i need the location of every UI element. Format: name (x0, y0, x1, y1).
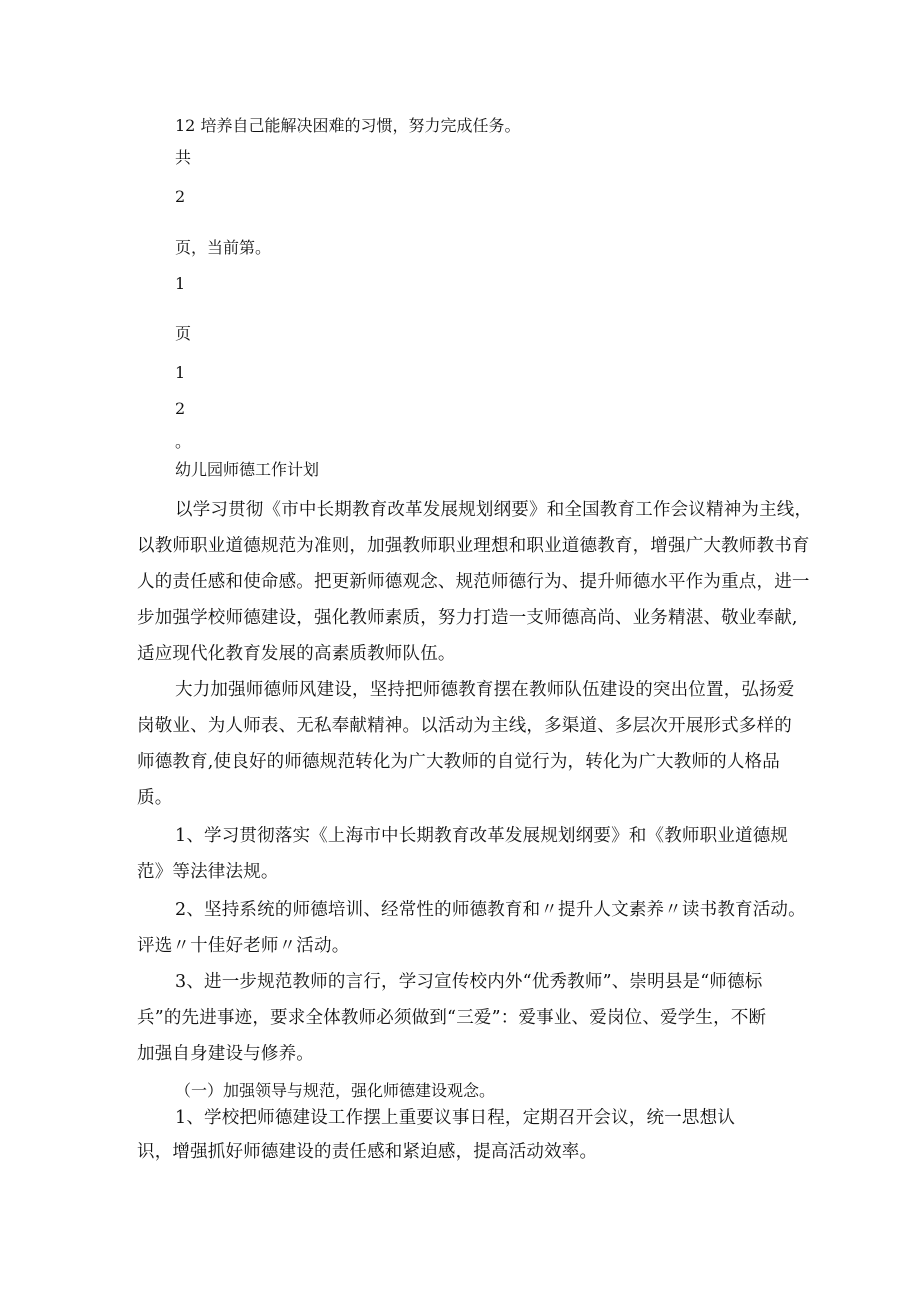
paragraph-line: 大力加强师德师风建设，坚持把师德教育摆在教师队伍建设的突出位置，弘扬爱 (175, 680, 795, 700)
section-heading: （一）加强领导与规范，强化师德建设观念。 (175, 1081, 496, 1100)
paragraph-line: 步加强学校师德建设，强化教师素质，努力打造一支师德高尚、业务精湛、敬业奉献, (137, 608, 798, 628)
current-page: 1 (175, 274, 186, 293)
paragraph-line: 人的责任感和使命感。把更新师德观念、规范师德行为、提升师德水平作为重点，进一 (137, 572, 810, 592)
paragraph-line: 质。 (137, 788, 173, 808)
list-item-line: 2、坚持系统的师德培训、经常性的师德教育和〃提升人文素养〃读书教育活动。 (175, 900, 806, 920)
list-item-line: 1、学校把师德建设工作摆上重要议事日程，定期召开会议，统一思想认 (175, 1108, 736, 1128)
paragraph-line: 以学习贯彻《市中长期教育改革发展规划纲要》和全国教育工作会议精神为主线， (175, 500, 813, 520)
paragraph-line: 岗敬业、为人师表、无私奉献精神。以活动为主线，多渠道、多层次开展形式多样的 (137, 716, 792, 736)
paragraph-line: 适应现代化教育发展的高素质教师队伍。 (137, 644, 456, 664)
list-item-line: 识，增强抓好师德建设的责任感和紧迫感，提高活动效率。 (137, 1142, 598, 1162)
list-item-line: 评选〃十佳好老师〃活动。 (137, 936, 350, 956)
page-link-1[interactable]: 1 (175, 363, 186, 382)
list-item-line: 兵”的先进事迹，要求全体教师必须做到“三爱”：爱事业、爱岗位、爱学生，不断 (137, 1008, 767, 1028)
page-link-2[interactable]: 2 (175, 399, 186, 418)
document-title: 幼儿园师德工作计划 (175, 460, 320, 479)
list-item-line: 3、进一步规范教师的言行，学习宣传校内外“优秀教师”、崇明县是“师德标 (175, 972, 763, 992)
paragraph-line: 师德教育,使良好的师德规范转化为广大教师的自觉行为，转化为广大教师的人格品 (137, 752, 780, 772)
page-count: 2 (175, 187, 186, 206)
list-item-line: 加强自身建设与修养。 (137, 1044, 314, 1064)
paragraph-line: 以教师职业道德规范为准则，加强教师职业理想和职业道德教育，增强广大教师教书育 (137, 536, 810, 556)
text-line: 页 (175, 324, 192, 343)
text-line: 页，当前第。 (175, 238, 272, 257)
list-item-line: 范》等法律法规。 (137, 862, 279, 882)
list-item-line: 1、学习贯彻落实《上海市中长期教育改革发展规划纲要》和《教师职业道德规 (175, 826, 789, 846)
text-line: 12 培养自己能解决困难的习惯，努力完成任务。 (175, 116, 521, 135)
text-line: 共 (175, 148, 192, 167)
text-line: 。 (175, 432, 192, 451)
